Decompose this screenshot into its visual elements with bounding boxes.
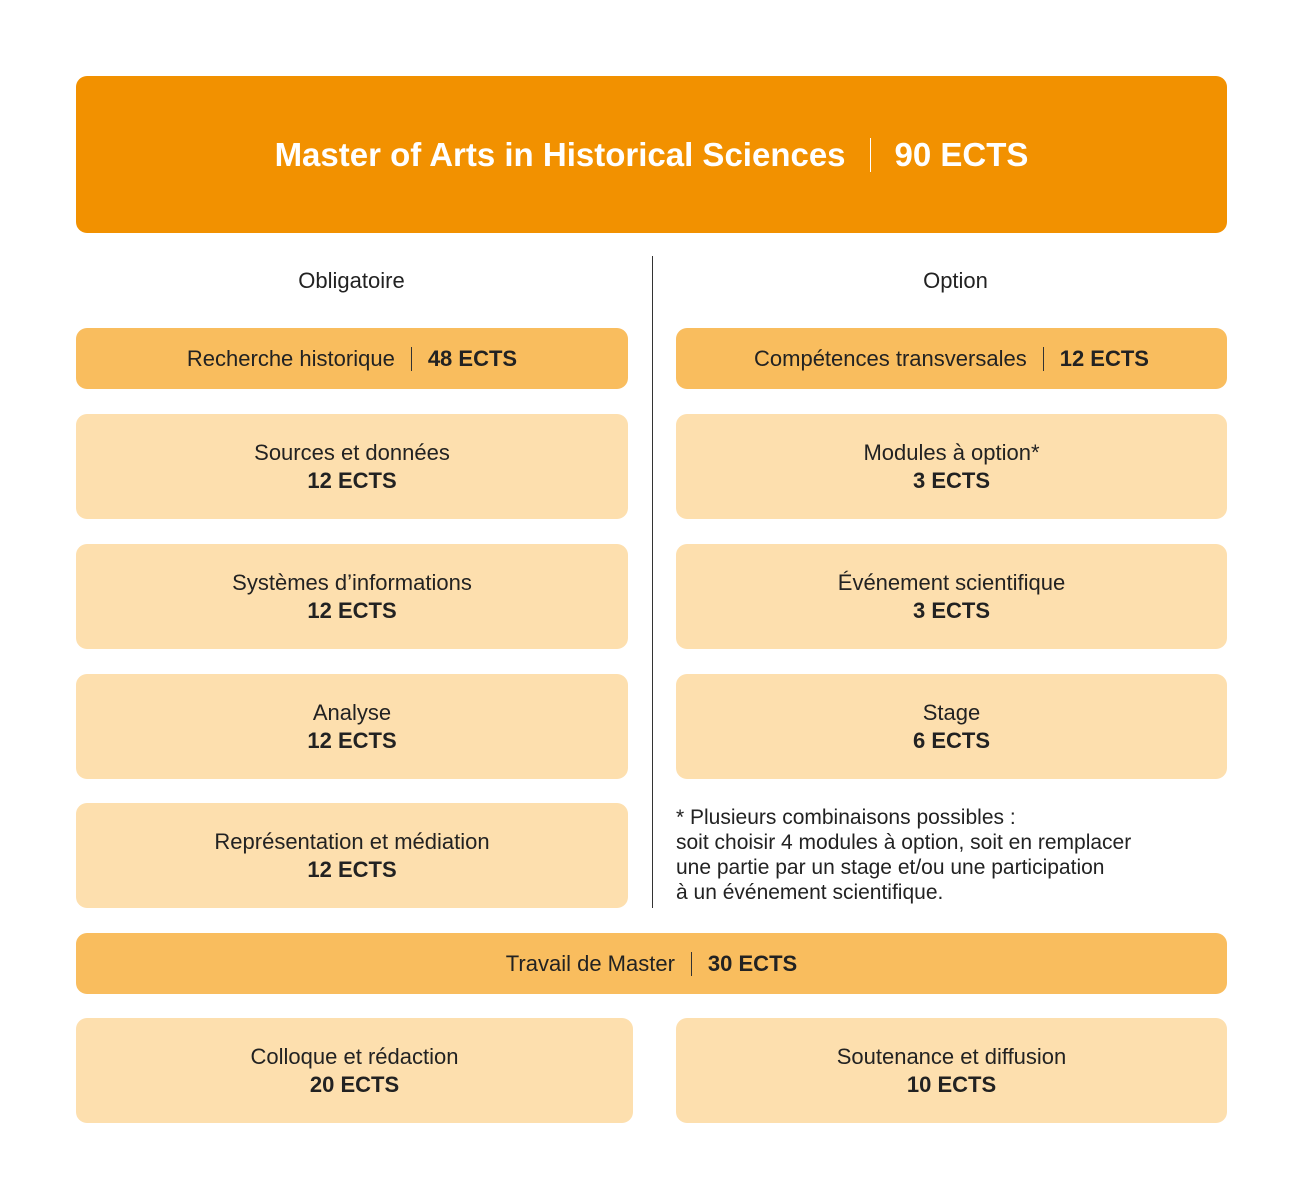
section-title: Recherche historique	[186, 345, 395, 371]
module-ects: 12 ECTS	[307, 856, 397, 882]
module-stage	[676, 674, 1227, 779]
module-title: Soutenance et diffusion	[836, 1043, 1067, 1069]
module-systemes-informations	[76, 544, 628, 649]
module-ects: 6 ECTS	[912, 727, 991, 753]
section-competences-transversales	[676, 328, 1227, 389]
section-ects: 30 ECTS	[707, 950, 798, 976]
section-recherche-historique	[76, 328, 628, 389]
section-travail-de-master	[76, 933, 1227, 994]
footnote-line: * Plusieurs combinaisons possibles :	[676, 806, 1016, 829]
module-ects: 3 ECTS	[912, 467, 991, 493]
module-title: Représentation et médiation	[214, 828, 490, 854]
module-soutenance-et-diffusion	[676, 1018, 1227, 1123]
separator	[1043, 347, 1044, 371]
module-analyse	[76, 674, 628, 779]
column-divider	[652, 256, 653, 908]
module-ects: 12 ECTS	[307, 597, 397, 623]
footnote-line: une partie par un stage et/ou une participation	[676, 856, 1105, 879]
program-title: Master of Arts in Historical Sciences	[274, 135, 846, 173]
module-colloque-et-redaction	[76, 1018, 633, 1123]
column-heading-mandatory: Obligatoire	[298, 268, 405, 293]
program-ects: 90 ECTS	[894, 135, 1029, 173]
module-ects: 12 ECTS	[307, 727, 397, 753]
separator	[691, 952, 692, 976]
module-title: Événement scientifique	[837, 569, 1066, 595]
separator	[870, 138, 871, 172]
module-title: Systèmes d’informations	[232, 569, 472, 595]
option-footnote	[676, 805, 1236, 905]
module-ects: 10 ECTS	[906, 1071, 997, 1097]
module-modules-a-option	[676, 414, 1227, 519]
section-title: Compétences transversales	[754, 345, 1027, 371]
module-evenement-scientifique	[676, 544, 1227, 649]
footnote-line: soit choisir 4 modules à option, soit en remplacer	[676, 831, 1132, 854]
module-title: Analyse	[312, 699, 392, 725]
module-title: Stage	[922, 699, 981, 725]
module-title: Modules à option*	[863, 439, 1040, 465]
module-ects: 12 ECTS	[307, 467, 397, 493]
footnote-line: à un événement scientifique.	[676, 881, 944, 904]
separator	[411, 347, 412, 371]
program-header	[76, 76, 1227, 233]
module-title: Colloque et rédaction	[250, 1043, 459, 1069]
module-representation-et-mediation	[76, 803, 628, 908]
column-heading-optional: Option	[923, 268, 988, 293]
module-sources-et-donnees	[76, 414, 628, 519]
module-title: Sources et données	[254, 439, 450, 465]
section-title: Travail de Master	[505, 950, 675, 976]
section-ects: 48 ECTS	[427, 345, 518, 371]
module-ects: 20 ECTS	[309, 1071, 400, 1097]
section-ects: 12 ECTS	[1059, 345, 1149, 371]
module-ects: 3 ECTS	[912, 597, 991, 623]
